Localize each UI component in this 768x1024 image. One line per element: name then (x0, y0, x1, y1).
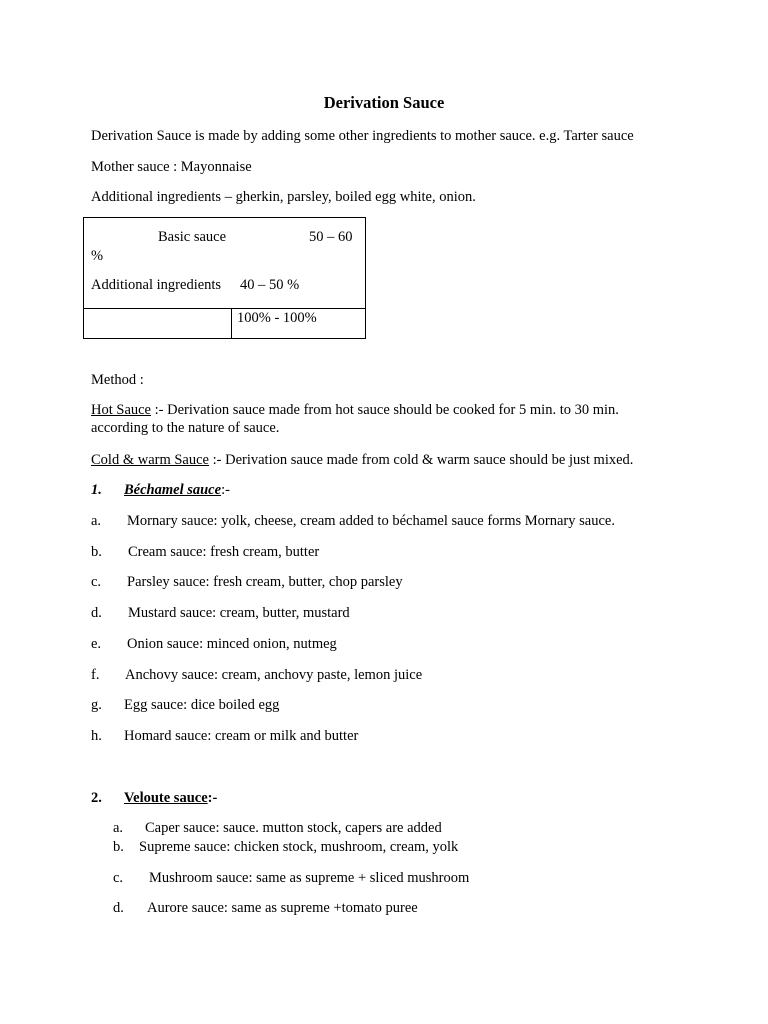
basic-sauce-unit: % (91, 248, 104, 264)
hot-sauce-label: Hot Sauce (91, 402, 151, 418)
veloute-heading (124, 789, 217, 807)
cold-sauce-text: :- Derivation sauce made from cold & warm sauce should be just mixed. (209, 452, 634, 468)
additional-ingredients-value: 40 – 50 % (240, 277, 300, 293)
section-number-1: 1. (91, 482, 102, 498)
hot-sauce-text-continued: according to the nature of sauce. (91, 420, 280, 436)
list-item: Egg sauce: dice boiled egg (124, 697, 280, 713)
table-divider-vertical (231, 308, 232, 338)
hot-sauce-text: :- Derivation sauce made from hot sauce should be cooked for 5 min. to 30 min. (151, 402, 619, 418)
list-item-letter: a. (91, 513, 102, 529)
basic-sauce-label: Basic sauce (158, 229, 227, 245)
hot-sauce-line (91, 401, 619, 419)
list-item: Anchovy sauce: cream, anchovy paste, lemon juice (125, 667, 423, 683)
list-item-letter: e. (91, 636, 102, 652)
list-item: Parsley sauce: fresh cream, butter, chop parsley (127, 574, 403, 590)
ratio-table (83, 217, 366, 339)
additional-ingredients-label: Additional ingredients (91, 277, 222, 293)
section-number-2: 2. (91, 790, 102, 806)
list-item: Mornary sauce: yolk, cheese, cream added to béchamel sauce forms Mornary sauce. (127, 513, 615, 529)
list-item-letter: h. (91, 728, 102, 744)
list-item-letter: g. (91, 697, 102, 713)
basic-sauce-value: 50 – 60 (309, 229, 353, 245)
cold-sauce-label: Cold & warm Sauce (91, 452, 209, 468)
bechamel-suffix: :- (221, 482, 230, 498)
list-item: Homard sauce: cream or milk and butter (124, 728, 359, 744)
list-item-letter: c. (91, 574, 102, 590)
list-item: Mustard sauce: cream, butter, mustard (128, 605, 350, 621)
bechamel-label: Béchamel sauce (124, 482, 222, 498)
list-item: Supreme sauce: chicken stock, mushroom, cream, yolk (139, 839, 459, 855)
list-item-letter: d. (113, 900, 124, 916)
list-item-letter: d. (91, 605, 102, 621)
list-item: Mushroom sauce: same as supreme + sliced mushroom (149, 870, 470, 886)
list-item: Cream sauce: fresh cream, butter (128, 544, 320, 560)
list-item-letter: a. (113, 820, 124, 836)
list-item-letter: b. (91, 544, 102, 560)
cold-sauce-line (91, 451, 633, 469)
list-item-letter: c. (113, 870, 124, 886)
mother-sauce-text: Mother sauce : Mayonnaise (91, 159, 252, 175)
list-item-letter: f. (91, 667, 100, 683)
intro-text: Derivation Sauce is made by adding some other ingredients to mother sauce. e.g. Tarter sauce (91, 128, 634, 144)
method-label: Method : (91, 372, 144, 388)
list-item-letter: b. (113, 839, 124, 855)
page-title: Derivation Sauce (323, 93, 445, 112)
veloute-label: Veloute sauce (124, 790, 208, 806)
additional-ingredients-text: Additional ingredients – gherkin, parsley, boiled egg white, onion. (91, 189, 476, 205)
ratio-total: 100% - 100% (237, 310, 317, 326)
list-item: Onion sauce: minced onion, nutmeg (127, 636, 337, 652)
list-item: Caper sauce: sauce. mutton stock, capers are added (145, 820, 442, 836)
bechamel-heading (124, 481, 230, 499)
veloute-suffix: :- (207, 790, 218, 806)
table-divider (84, 308, 365, 309)
list-item: Aurore sauce: same as supreme +tomato puree (147, 900, 418, 916)
